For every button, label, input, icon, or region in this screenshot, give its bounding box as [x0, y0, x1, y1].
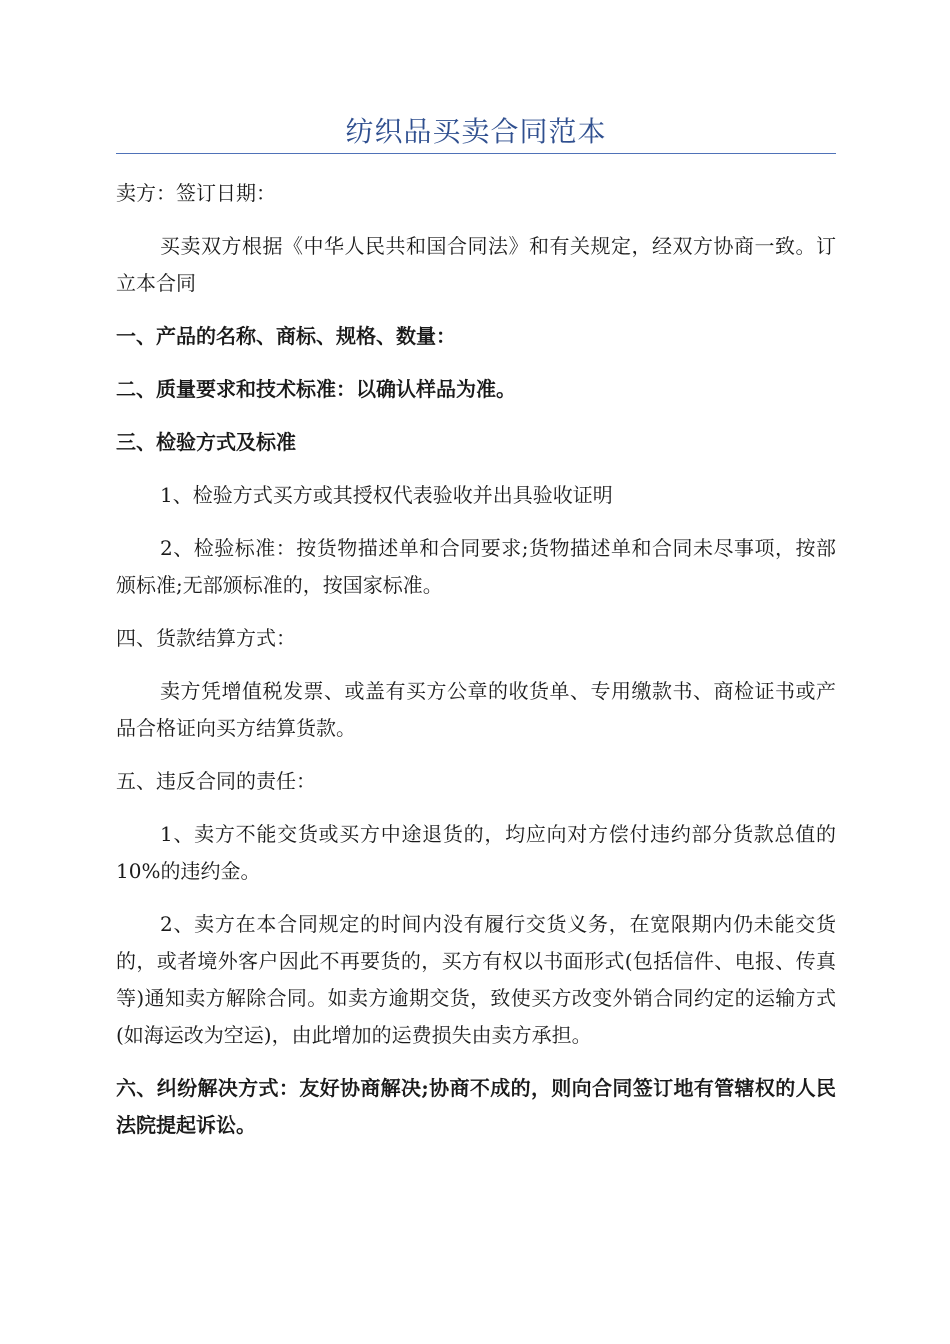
section-heading-dispute: 六、纠纷解决方式：友好协商解决;协商不成的，则向合同签订地有管辖权的人民法院提起诉讼。 [116, 1076, 836, 1137]
document-body [116, 175, 836, 1160]
section-heading-payment: 四、货款结算方式： [116, 626, 296, 650]
liability-item-1: 1、卖方不能交货或买方中途退货的，均应向对方偿付违约部分货款总值的 10%的违约金。 [116, 822, 836, 883]
liability-item-2: 2、卖方在本合同规定的时间内没有履行交货义务，在宽限期内仍未能交货的，或者境外客户因此不再要货的，买方有权以书面形式(包括信件、电报、传真等)通知卖方解除合同。如卖方逾期交货，致使买方改变外销合同约定的运输方式(如海运改为空运)，由此增加的运费损失由卖方承担。 [116, 912, 836, 1047]
section-heading-quality: 二、质量要求和技术标准：以确认样品为准。 [116, 377, 516, 401]
inspection-item-1: 1、检验方式买方或其授权代表验收并出具验收证明 [160, 483, 613, 507]
section-heading-product: 一、产品的名称、商标、规格、数量： [116, 324, 456, 348]
document-title: 纺织品买卖合同范本 [345, 115, 607, 148]
section-heading-inspection: 三、检验方式及标准 [116, 430, 296, 454]
preamble-paragraph: 买卖双方根据《中华人民共和国合同法》和有关规定，经双方协商一致。订立本合同 [116, 234, 836, 295]
seller-date-line: 卖方：签订日期： [116, 181, 276, 205]
payment-paragraph: 卖方凭增值税发票、或盖有买方公章的收货单、专用缴款书、商检证书或产品合格证向买方结算货款。 [116, 679, 836, 740]
inspection-item-2: 2、检验标准：按货物描述单和合同要求;货物描述单和合同未尽事项，按部颁标准;无部颁标准的，按国家标准。 [116, 536, 836, 597]
title-underline [116, 153, 836, 154]
section-heading-liability: 五、违反合同的责任： [116, 769, 316, 793]
